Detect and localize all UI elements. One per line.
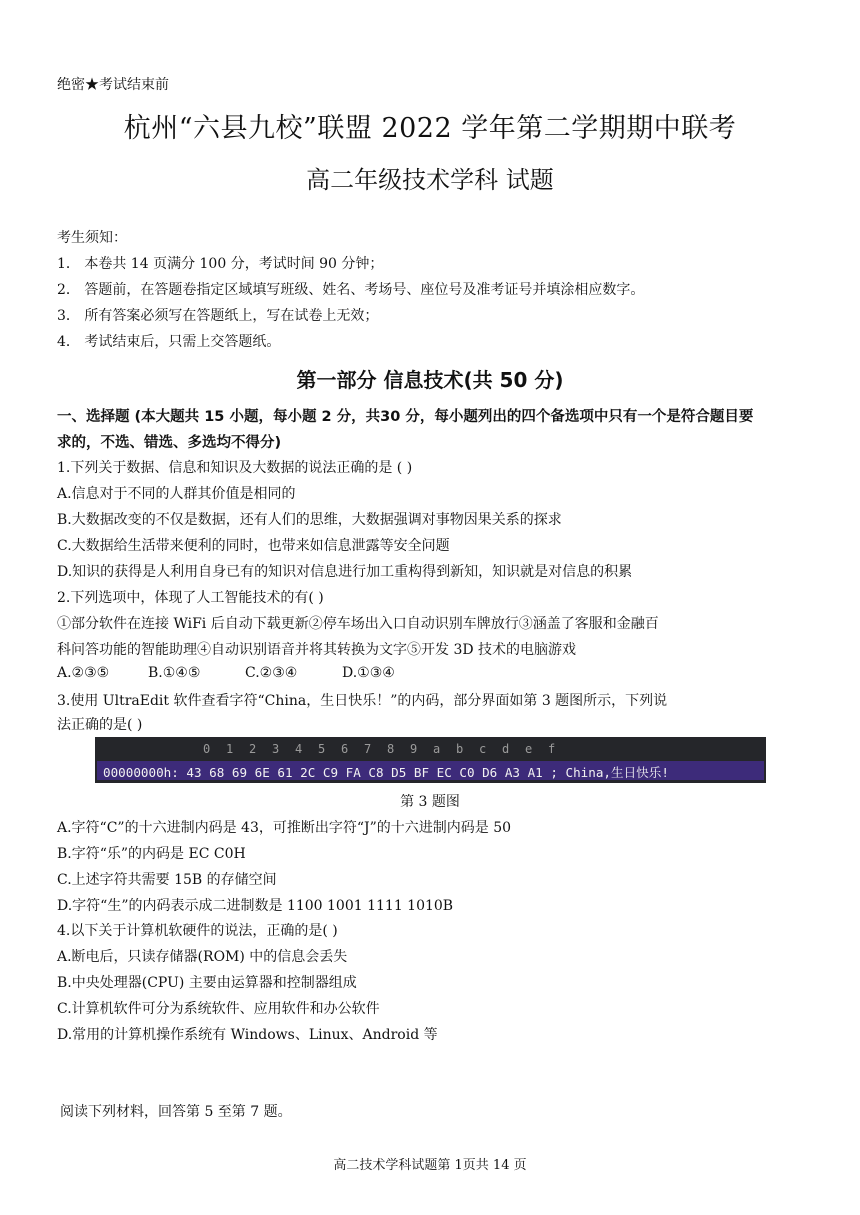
question-4-option: D.常用的计算机操作系统有 Windows、Linux、Android 等 [57,1027,438,1043]
exam-title: 杭州“六县九校”联盟 2022 学年第二学期期中联考 [123,113,737,144]
question-2-option: D.①③④ [342,665,395,681]
hex-column-label: a [433,742,441,756]
question-2-option: B.①④⑤ [148,665,201,681]
question-1-stem: 1.下列关于数据、信息和知识及大数据的说法正确的是 ( ) [57,460,413,476]
notice-heading: 考生须知： [57,230,127,246]
question-1-option: B.大数据改变的不仅是数据，还有人们的思维，大数据强调对事物因果关系的探求 [57,512,562,528]
section-instructions: 一、选择题 (本大题共 15 小题，每小题 2 分，共30 分，每小题列出的四个备选项中只有一个是符合题目要 [57,409,754,425]
hex-data-row [97,761,764,780]
question-3-option: D.字符“生”的内码表示成二进制数是 1100 1001 1111 1010B [57,898,454,914]
hex-column-label: 9 [410,742,418,756]
notice-item: 4． 考试结束后，只需上交答题纸。 [57,334,281,350]
question-3-option: A.字符“C”的十六进制内码是 43，可推断出字符“J”的十六进制内码是 50 [57,820,512,836]
hex-column-label: c [479,742,487,756]
question-2-option: C.②③④ [245,665,298,681]
hex-column-label: b [456,742,464,756]
question-1-option: D.知识的获得是人利用自身已有的知识对信息进行加工重构得到新知，知识就是对信息的积累 [57,564,633,580]
hex-column-label: e [525,742,533,756]
hex-column-label: 0 [203,742,211,756]
question-1-option: C.大数据给生活带来便利的同时，也带来如信息泄露等安全问题 [57,538,450,554]
section-instructions: 求的，不选、错选、多选均不得分) [57,435,282,451]
hex-column-label: f [548,742,556,756]
reading-prompt: 阅读下列材料，回答第 5 至第 7 题。 [60,1104,292,1120]
hex-column-label: 1 [226,742,234,756]
question-4-stem: 4.以下关于计算机软硬件的说法，正确的是( ) [57,923,338,939]
page-footer: 高二技术学科试题第 1页共 14 页 [333,1158,527,1173]
hex-data-line: 00000000h: 43 68 69 6E 61 2C C9 FA C8 D5 BF EC C0 D6 A3 A1 ; China,生日快乐! [103,765,669,780]
hex-column-label: d [502,742,510,756]
question-2-body: 科问答功能的智能助理④自动识别语音并将其转换为文字⑤开发 3D 技术的电脑游戏 [57,642,577,658]
hex-column-label: 8 [387,742,395,756]
notice-item: 3． 所有答案必须写在答题纸上，写在试卷上无效； [57,308,379,324]
question-3-stem: 法正确的是( ) [57,717,143,733]
question-2-stem: 2.下列选项中，体现了人工智能技术的有( ) [57,590,324,606]
hex-column-label: 7 [364,742,372,756]
part-title: 第一部分 信息技术(共 50 分) [296,368,564,392]
hex-column-label: 3 [272,742,280,756]
notice-item: 1． 本卷共 14 页满分 100 分，考试时间 90 分钟； [57,256,384,272]
hex-column-label: 4 [295,742,303,756]
confidential-label: 绝密★考试结束前 [57,77,169,93]
exam-subtitle: 高二年级技术学科 试题 [306,166,554,194]
hex-column-label: 2 [249,742,257,756]
figure-caption: 第 3 题图 [400,794,460,810]
notice-item: 2． 答题前，在答题卷指定区域填写班级、姓名、考场号、座位号及准考证号并填涂相应数字。 [57,282,645,298]
question-2-option: A.②③⑤ [57,665,110,681]
hex-column-header [95,742,766,758]
question-4-option: C.计算机软件可分为系统软件、应用软件和办公软件 [57,1001,380,1017]
hex-editor-figure [95,737,766,783]
question-4-option: A.断电后，只读存储器(ROM) 中的信息会丢失 [57,949,348,965]
question-3-option: C.上述字符共需要 15B 的存储空间 [57,872,277,888]
question-4-option: B.中央处理器(CPU) 主要由运算器和控制器组成 [57,975,357,991]
question-3-stem: 3.使用 UltraEdit 软件查看字符“China，生日快乐！”的内码，部分界面如第 3 题图所示，下列说 [57,693,668,709]
hex-column-label: 6 [341,742,349,756]
hex-column-label: 5 [318,742,326,756]
question-1-option: A.信息对于不同的人群其价值是相同的 [57,486,296,502]
question-3-option: B.字符“乐”的内码是 EC C0H [57,846,246,862]
question-2-body: ①部分软件在连接 WiFi 后自动下载更新②停车场出入口自动识别车牌放行③涵盖了客服和金融百 [57,616,659,632]
